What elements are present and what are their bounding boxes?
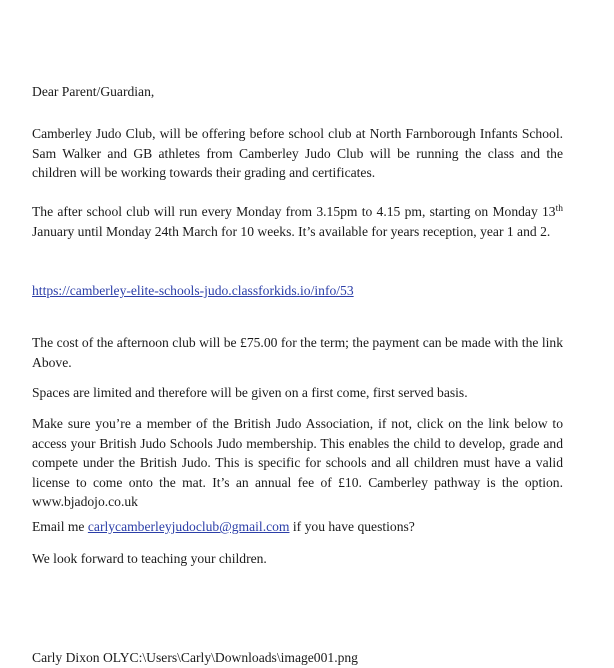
salutation: Dear Parent/Guardian,: [32, 84, 155, 99]
booking-link[interactable]: https://camberley-elite-schools-judo.classforkids.io/info/53: [32, 283, 354, 298]
cost-paragraph: The cost of the afternoon club will be £75.00 for the term; the payment can be made with the link Above.: [32, 335, 563, 370]
membership-paragraph: Make sure you’re a member of the British Judo Association, if not, click on the link below to access your British Judo Schools Judo membership. This enables the child to develop, grade and compete under the British Judo. This is specific for schools and all children must have a valid license to come onto the mat. It’s an annual fee of £10. Camberley pathway is the option. www.bjadojo.co.uk: [32, 416, 563, 509]
spaces-paragraph: Spaces are limited and therefore will be given on a first come, first served basis.: [32, 385, 468, 400]
email-link[interactable]: carlycamberleyjudoclub@gmail.com: [87, 519, 290, 534]
schedule-text-end: January until Monday 24th March for 10 weeks. It’s available for years reception, year 1 and 2.: [32, 223, 551, 239]
schedule-text-start: The after school club will run every Monday from 3.15pm to 4.15 pm, starting on Monday 13: [32, 204, 556, 219]
contact-text-start: Email me: [32, 519, 88, 534]
closing-line: We look forward to teaching your children.: [32, 551, 267, 566]
intro-paragraph: Camberley Judo Club, will be offering before school club at North Farnborough Infants School. Sam Walker and GB athletes from Camberley Judo Club will be running the class and the children will be working towards their grading and certificates.: [32, 126, 563, 180]
schedule-paragraph: [32, 202, 563, 241]
signature-line: Carly Dixon OLYC:\Users\Carly\Downloads\image001.png: [32, 650, 358, 665]
date-ordinal-suffix: th: [555, 204, 563, 214]
contact-text-end: if you have questions?: [289, 519, 415, 534]
contact-paragraph: [32, 517, 563, 537]
booking-link-line: [32, 281, 563, 301]
